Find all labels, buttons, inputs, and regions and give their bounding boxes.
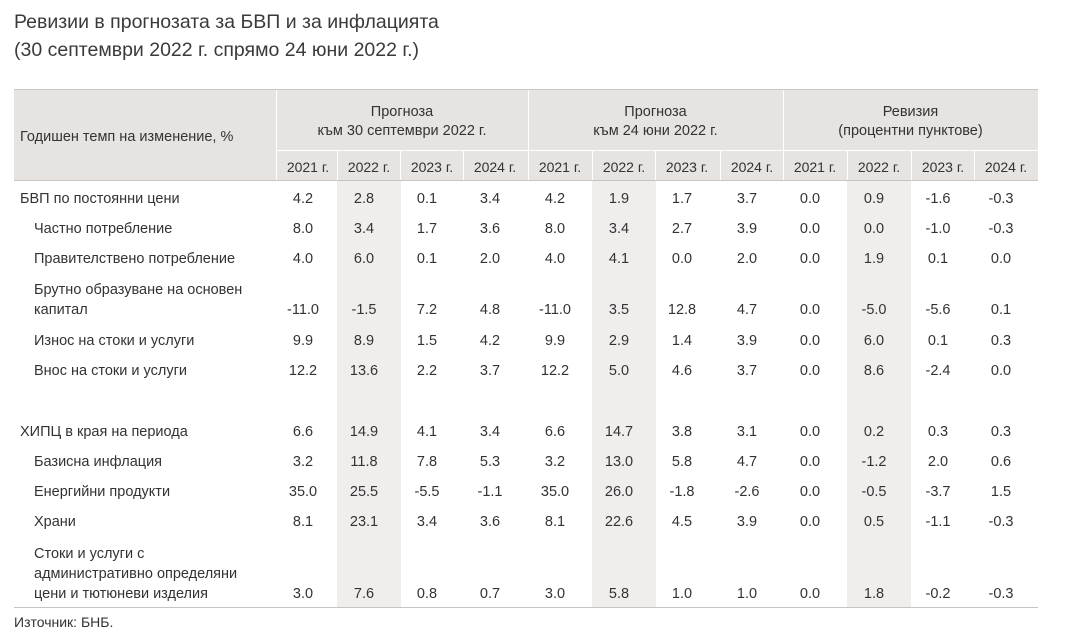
table-cell: 0.3 [927, 424, 949, 440]
shaded-column-2 [592, 180, 656, 607]
table-cell: -2.6 [734, 484, 760, 500]
table-cell: 0.0 [799, 251, 821, 267]
table-cell: -11.0 [539, 302, 571, 318]
table-cell: 0.1 [990, 302, 1012, 318]
table-cell: 1.5 [416, 333, 438, 349]
table-cell: 5.0 [608, 363, 630, 379]
table-cell: 3.4 [479, 191, 501, 207]
table-cell: 0.0 [990, 251, 1012, 267]
table-cell: 0.0 [671, 251, 693, 267]
year-header: 2024 г. [473, 159, 517, 175]
group-header-line-2: към 30 септември 2022 г. [317, 123, 487, 139]
table-cell: -1.5 [351, 302, 377, 318]
table-cell: 13.0 [604, 454, 634, 470]
table-cell: 23.1 [349, 514, 379, 530]
row-label: капитал [34, 302, 88, 318]
table-cell: 3.1 [736, 424, 758, 440]
table-cell: 3.7 [736, 363, 758, 379]
header-bottom-rule [14, 180, 1038, 181]
table-cell: 0.0 [863, 221, 885, 237]
table-cell: 1.9 [608, 191, 630, 207]
table-cell: 35.0 [540, 484, 570, 500]
year-row-separator [276, 150, 1038, 151]
table-cell: 0.9 [863, 191, 885, 207]
table-cell: 0.0 [799, 221, 821, 237]
group-header-line-1: Прогноза [624, 104, 687, 120]
table-cell: 2.9 [608, 333, 630, 349]
row-label: Правителствено потребление [34, 251, 236, 267]
table-cell: -1.0 [925, 221, 951, 237]
year-header: 2024 г. [984, 159, 1028, 175]
table-cell: 0.1 [927, 333, 949, 349]
header-label: Годишен темп на изменение, % [20, 129, 234, 145]
table-cell: 6.0 [863, 333, 885, 349]
table-cell: 3.4 [608, 221, 630, 237]
table-cell: 4.2 [292, 191, 314, 207]
table-cell: 4.7 [736, 454, 758, 470]
table-cell: 3.6 [479, 514, 501, 530]
table-cell: 1.9 [863, 251, 885, 267]
table-cell: 3.7 [736, 191, 758, 207]
year-header: 2023 г. [410, 159, 454, 175]
table-cell: 8.0 [544, 221, 566, 237]
table-cell: 14.7 [604, 424, 634, 440]
table-cell: 12.8 [667, 302, 697, 318]
group-header-1 [276, 103, 528, 141]
row-label: Брутно образуване на основен [34, 282, 243, 298]
table-cell: 3.0 [292, 586, 314, 602]
table-cell: 0.7 [479, 586, 501, 602]
table-cell: 0.1 [416, 251, 438, 267]
table-cell: -1.1 [925, 514, 951, 530]
table-cell: 0.3 [990, 333, 1012, 349]
table-cell: 2.7 [671, 221, 693, 237]
table-cell: 3.5 [608, 302, 630, 318]
table-cell: 2.2 [416, 363, 438, 379]
table-cell: 4.7 [736, 302, 758, 318]
table-cell: 0.0 [990, 363, 1012, 379]
table-cell: 5.8 [608, 586, 630, 602]
table-cell: 0.8 [416, 586, 438, 602]
table-cell: 0.6 [990, 454, 1012, 470]
row-label: Износ на стоки и услуги [34, 333, 195, 349]
table-cell: 14.9 [349, 424, 379, 440]
document-title [14, 8, 439, 64]
table-cell: 0.5 [863, 514, 885, 530]
year-header: 2023 г. [665, 159, 709, 175]
table-cell: 1.7 [416, 221, 438, 237]
table-cell: 4.0 [544, 251, 566, 267]
table-cell: 1.0 [736, 586, 758, 602]
table-cell: 2.0 [479, 251, 501, 267]
table-cell: 4.1 [416, 424, 438, 440]
table-cell: -0.3 [988, 221, 1014, 237]
table-cell: 4.2 [544, 191, 566, 207]
row-label: БВП по постоянни цени [20, 191, 180, 207]
year-header: 2021 г. [538, 159, 582, 175]
table-cell: 0.0 [799, 514, 821, 530]
table-cell: 3.8 [671, 424, 693, 440]
table-cell: 5.3 [479, 454, 501, 470]
group-header-line-1: Прогноза [370, 104, 434, 120]
table-cell: 8.1 [292, 514, 314, 530]
table-cell: -0.3 [988, 514, 1014, 530]
group-header-line-1: Ревизия [882, 104, 939, 120]
table-cell: -3.7 [925, 484, 951, 500]
shaded-column-3 [847, 180, 911, 607]
table-cell: -1.6 [925, 191, 951, 207]
table-cell: -1.2 [861, 454, 887, 470]
table-cell: 12.2 [288, 363, 318, 379]
table-cell: 13.6 [349, 363, 379, 379]
table-cell: 3.4 [353, 221, 375, 237]
table-cell: 35.0 [288, 484, 318, 500]
table-cell: 9.9 [544, 333, 566, 349]
table-cell: 5.8 [671, 454, 693, 470]
table-cell: 6.0 [353, 251, 375, 267]
table-cell: 0.0 [799, 586, 821, 602]
title-line-2: (30 септември 2022 г. спрямо 24 юни 2022 г.) [14, 39, 420, 61]
table-cell: 0.3 [990, 424, 1012, 440]
table-cell: 3.2 [544, 454, 566, 470]
table-cell: 3.4 [479, 424, 501, 440]
table-cell: 11.8 [350, 454, 378, 470]
table-cell: 0.0 [799, 454, 821, 470]
table-cell: 2.0 [736, 251, 758, 267]
row-label: Храни [34, 514, 76, 530]
table-cell: 7.6 [353, 586, 375, 602]
table-cell: 8.1 [544, 514, 566, 530]
row-label: административно определяни [34, 566, 238, 582]
table-cell: 1.5 [990, 484, 1012, 500]
table-cell: 26.0 [604, 484, 634, 500]
group-header-3 [783, 103, 1038, 141]
row-label: цени и тютюневи изделия [34, 586, 208, 602]
table-cell: 3.9 [736, 333, 758, 349]
table-cell: -0.5 [861, 484, 887, 500]
table-cell: 4.0 [292, 251, 314, 267]
row-label: Частно потребление [34, 221, 173, 237]
table-cell: -5.0 [861, 302, 887, 318]
table-cell: 3.7 [479, 363, 501, 379]
table-cell: 0.0 [799, 484, 821, 500]
table-cell: 6.6 [292, 424, 314, 440]
year-header: 2024 г. [730, 159, 774, 175]
table-cell: -1.8 [669, 484, 695, 500]
table-cell: 4.8 [479, 302, 501, 318]
table-cell: -5.6 [925, 302, 951, 318]
title-line-1: Ревизии в прогнозата за БВП и за инфлацията [14, 11, 439, 33]
table-cell: 2.8 [353, 191, 375, 207]
table-cell: -0.3 [988, 191, 1014, 207]
table-cell: 1.4 [671, 333, 693, 349]
table-cell: 4.5 [671, 514, 693, 530]
table-cell: 3.0 [544, 586, 566, 602]
table-cell: 6.6 [544, 424, 566, 440]
year-header: 2022 г. [347, 159, 391, 175]
table-cell: 12.2 [540, 363, 570, 379]
table-cell: 0.0 [799, 424, 821, 440]
header-top-rule [14, 89, 1038, 90]
table-cell: 4.6 [671, 363, 693, 379]
table-cell: 0.2 [863, 424, 885, 440]
table-cell: 3.6 [479, 221, 501, 237]
table-cell: 0.1 [927, 251, 949, 267]
table-cell: 7.2 [416, 302, 438, 318]
source-note: Източник: БНБ. [14, 614, 114, 630]
row-label: Базисна инфлация [34, 454, 163, 470]
year-header: 2021 г. [793, 159, 837, 175]
table-cell: 0.0 [799, 363, 821, 379]
table-cell: 25.5 [349, 484, 379, 500]
group-header-line-2: към 24 юни 2022 г. [593, 123, 718, 139]
table-cell: -2.4 [925, 363, 951, 379]
table-cell: 8.0 [292, 221, 314, 237]
table-cell: 4.2 [479, 333, 501, 349]
table-cell: 1.7 [671, 191, 693, 207]
table-cell: 3.4 [416, 514, 438, 530]
table-bottom-rule [14, 607, 1038, 608]
table-cell: 0.1 [416, 191, 438, 207]
row-label: Стоки и услуги с [34, 546, 145, 562]
shaded-column-1 [337, 180, 401, 607]
table-cell: -0.3 [988, 586, 1014, 602]
group-header-line-2: (процентни пунктове) [838, 123, 983, 139]
table-cell: 0.0 [799, 191, 821, 207]
table-cell: 0.0 [799, 302, 821, 318]
table-cell: -0.2 [925, 586, 951, 602]
year-header: 2022 г. [857, 159, 901, 175]
group-header-2 [528, 103, 783, 141]
table-cell: 9.9 [292, 333, 314, 349]
table-cell: 7.8 [416, 454, 438, 470]
row-label: Внос на стоки и услуги [34, 363, 187, 379]
table-cell: -1.1 [477, 484, 503, 500]
table-cell: 0.0 [799, 333, 821, 349]
table-cell: -11.0 [287, 302, 319, 318]
table-cell: 4.1 [608, 251, 630, 267]
table-cell: 1.8 [863, 586, 885, 602]
year-header: 2023 г. [921, 159, 965, 175]
table-cell: 8.6 [863, 363, 885, 379]
table-cell: 1.0 [671, 586, 693, 602]
year-header: 2021 г. [286, 159, 330, 175]
table-cell: 3.9 [736, 221, 758, 237]
table-cell: 3.9 [736, 514, 758, 530]
table-cell: 3.2 [292, 454, 314, 470]
table-cell: 22.6 [604, 514, 634, 530]
table-cell: 8.9 [353, 333, 375, 349]
year-header: 2022 г. [602, 159, 646, 175]
row-label: ХИПЦ в края на периода [20, 424, 188, 440]
table-cell: 2.0 [927, 454, 949, 470]
table-cell: -5.5 [414, 484, 440, 500]
row-label: Енергийни продукти [34, 484, 171, 500]
